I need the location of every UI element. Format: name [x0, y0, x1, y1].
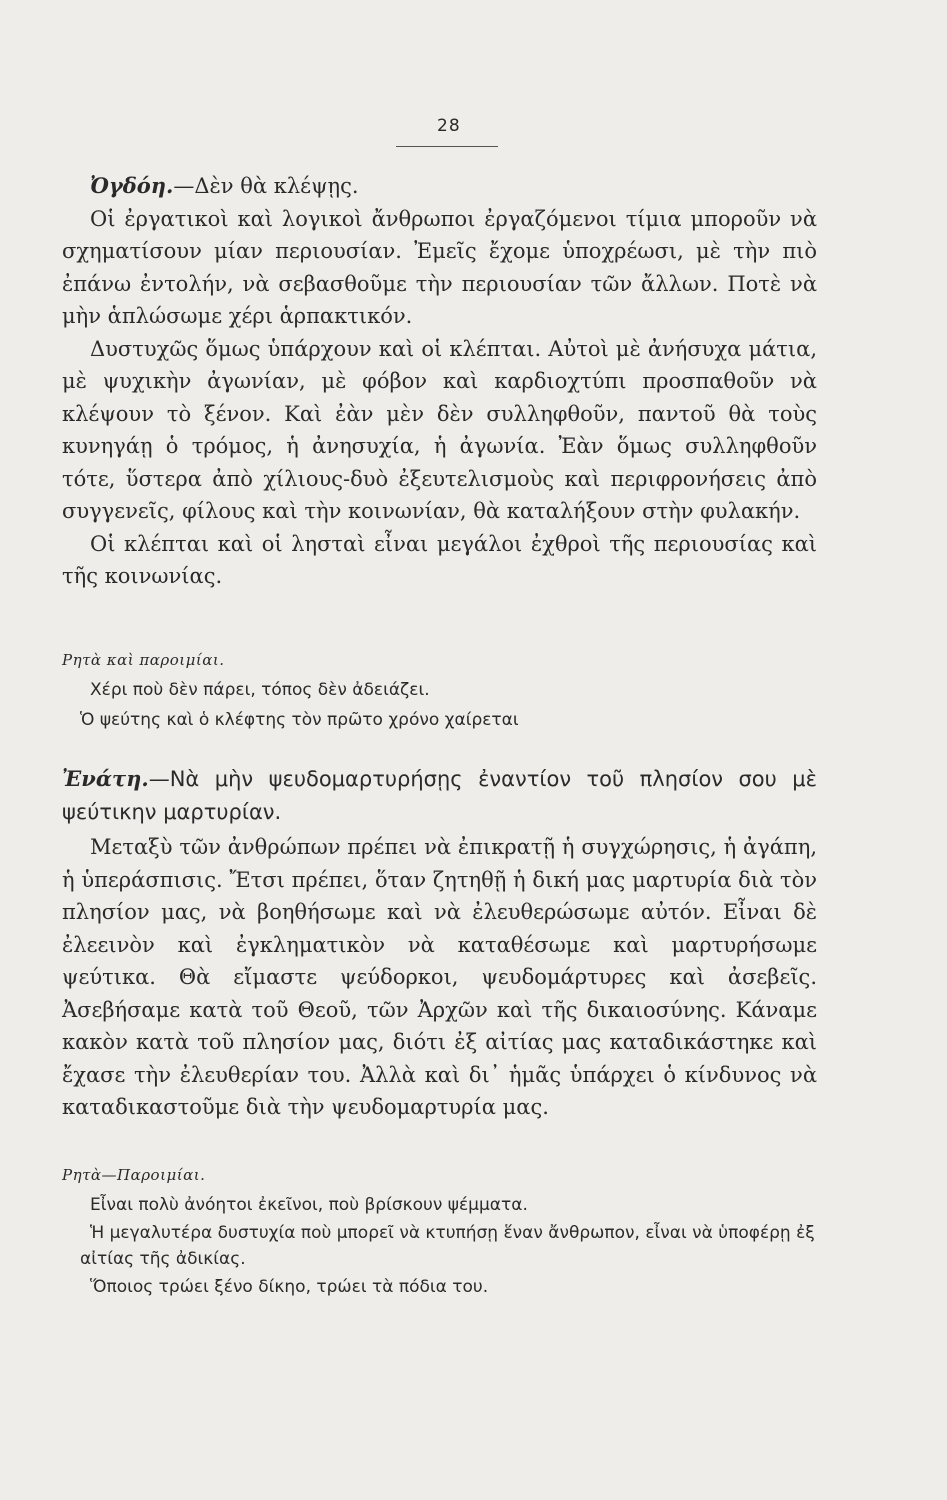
section-ninth-proverbs — [62, 1160, 817, 1302]
section-ninth-title-line — [62, 762, 817, 829]
page-number-rule — [396, 146, 498, 147]
section-ninth — [62, 762, 817, 1124]
section-ninth-heading: Ἐνάτη. — [62, 766, 149, 791]
section-eighth-paragraph-1: Οἱ ἐργατικοὶ καὶ λογικοὶ ἄνθρωποι ἐργαζόμενοι τίμια μποροῦν νὰ σχηματίσουν μίαν περιουσίαν. Ἐμεῖς ἔχομε ὑποχρέωσι, μὲ τὴν πιὸ ἐπάνω ἐντολήν, νὰ σεβασθοῦμε τὴν περιουσίαν τῶν ἄλλων. Ποτὲ νὰ μὴν ἁπλώσωμε χέρι ἁρπακτικόν. — [62, 206, 817, 328]
proverb-item: Χέρι ποὺ δὲν πάρει, τόπος δὲν ἀδειάζει. — [90, 680, 430, 700]
section-eighth-proverbs-heading: Ρητὰ καὶ παροιμίαι. — [62, 651, 225, 669]
page-number: 28 — [437, 116, 461, 136]
section-ninth-proverbs-heading: Ρητὰ—Παροιμίαι. — [62, 1166, 206, 1184]
proverb-item: Ἡ μεγαλυτέρα δυστυχία ποὺ μπορεῖ νὰ κτυπήσῃ ἕναν ἄνθρωπον, εἶναι νὰ ὑποφέρῃ ἐξ αἰτίας τῆς ἀδικίας. — [80, 1223, 815, 1269]
section-eighth — [62, 170, 817, 593]
proverb-item: Ὁ ψεύτης καὶ ὁ κλέφτης τὸν πρῶτο χρόνο χαίρεται — [80, 710, 519, 730]
section-eighth-paragraph-2: Δυστυχῶς ὅμως ὑπάρχουν καὶ οἱ κλέπται. Αὐτοὶ μὲ ἀνήσυχα μάτια, μὲ ψυχικὴν ἀγωνίαν, μὲ φόβον καὶ καρδιοχτύπι προσπαθοῦν νὰ κλέψουν τὸ ξένον. Καὶ ἐὰν μὲν δὲν συλληφθοῦν, παντοῦ θὰ τοὺς κυνηγάῃ ὁ τρόμος, ἡ ἀνησυχία, ἡ ἀγωνία. Ἐὰν ὅμως συλληφθοῦν τότε, ὕστερα ἀπὸ χίλιους-δυὸ ἐξευτελισμοὺς καὶ περιφρονήσεις ἀπὸ συγγενεῖς, φίλους καὶ τὴν κοινωνίαν, θὰ καταλήξουν στὴν φυλακήν. — [62, 336, 817, 523]
proverb-item: Ὅποιος τρώει ξένο δίκηο, τρώει τὰ πόδια του. — [90, 1277, 489, 1297]
section-ninth-paragraph-1: Μεταξὺ τῶν ἀνθρώπων πρέπει νὰ ἐπικρατῇ ἡ συγχώρησις, ἡ ἀγάπη, ἡ ὑπεράσπισις. Ἔτσι πρέπει, ὅταν ζητηθῇ ἡ δική μας μαρτυρία διὰ τὸν πλησίον μας, νὰ βοηθήσωμε καὶ νὰ ἐλευθερώσωμε αὐτόν. Εἶναι δὲ ἐλεεινὸν καὶ ἐγκληματικὸν νὰ καταθέσωμε καὶ μαρτυρήσωμε ψεύτικα. Θὰ εἴμαστε ψεύδορκοι, ψευδομάρτυρες καὶ ἀσεβεῖς. Ἀσεβήσαμε κατὰ τοῦ Θεοῦ, τῶν Ἀρχῶν καὶ τῆς δικαιοσύνης. Κάναμε κακὸν κατὰ τοῦ πλησίον μας, διότι ἐξ αἰτίας μας καταδικάστηκε καὶ ἔχασε τὴν ἐλευθερίαν του. Ἀλλὰ καὶ δι᾿ ἡμᾶς ὑπάρχει ὁ κίνδυνος νὰ καταδικαστοῦμε διὰ τὴν ψευδομαρτυρία μας. — [62, 835, 817, 1119]
section-eighth-paragraph-3: Οἱ κλέπται καὶ οἱ λησταὶ εἶναι μεγάλοι ἐχθροὶ τῆς περιουσίας καὶ τῆς κοινωνίας. — [62, 531, 817, 588]
section-eighth-title-line — [62, 170, 817, 203]
proverb-item: Εἶναι πολὺ ἀνόητοι ἐκεῖνοι, ποὺ βρίσκουν ψέμματα. — [90, 1195, 528, 1215]
section-eighth-commandment: —Δὲν θὰ κλέψῃς. — [173, 174, 359, 198]
section-eighth-heading: Ὀγδόη. — [90, 173, 174, 198]
section-ninth-commandment: —Νὰ μὴν ψευδομαρτυρήσῃς ἐναντίον τοῦ πλησίον σου μὲ ψεύτικην μαρτυρίαν. — [62, 767, 817, 824]
section-eighth-proverbs — [62, 645, 817, 735]
